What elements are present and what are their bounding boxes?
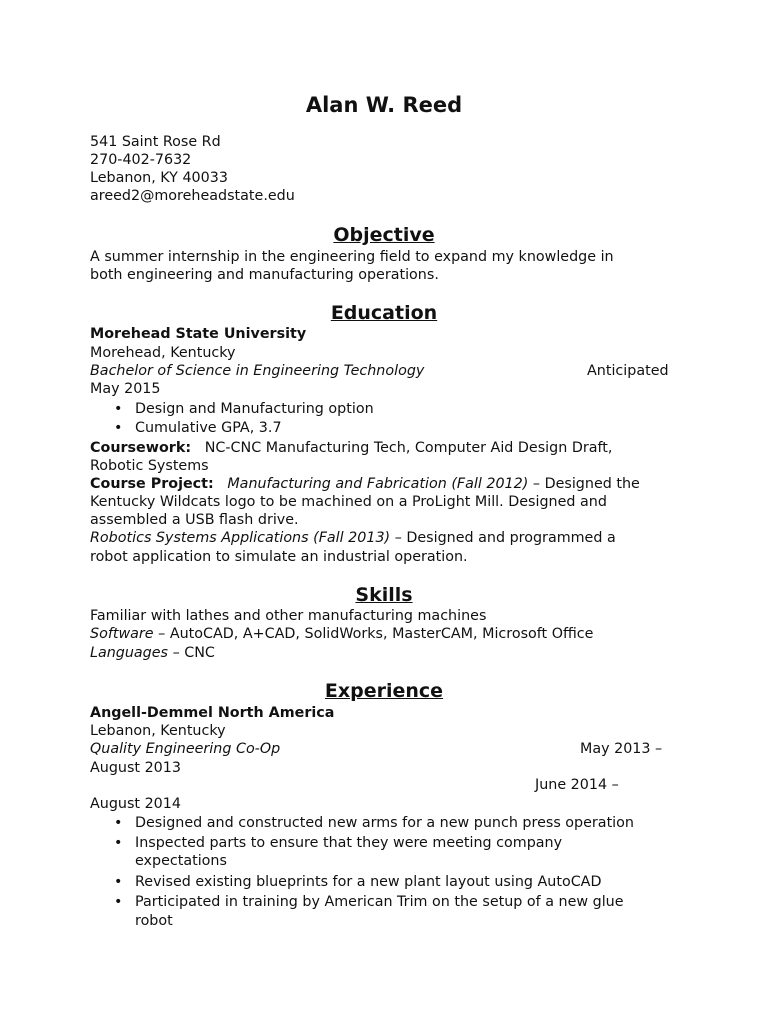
- company-name: Angell-Demmel North America: [90, 705, 335, 721]
- project2-title: Robotics Systems Applications (Fall 2013): [90, 530, 391, 546]
- objective-text-line1: A summer internship in the engineering field to expand my knowledge in: [90, 249, 614, 265]
- project2-line: [90, 529, 616, 547]
- date1-end: August 2013: [90, 760, 181, 776]
- experience-bullet-cont: expectations: [135, 853, 227, 869]
- job-title: Quality Engineering Co-Op: [90, 741, 281, 757]
- languages-text: – CNC: [172, 645, 215, 661]
- date2-start: June 2014 –: [535, 777, 619, 793]
- bullet-icon: •: [114, 894, 123, 910]
- education-heading: Education: [330, 302, 438, 324]
- experience-bullet: Designed and constructed new arms for a new punch press operation: [135, 815, 634, 831]
- phone-number: 270-402-7632: [90, 152, 192, 168]
- school-name: Morehead State University: [90, 326, 307, 342]
- bullet-icon: •: [114, 874, 123, 890]
- coursework-text: NC-CNC Manufacturing Tech, Computer Aid Design Draft,: [204, 440, 613, 456]
- graduation-date: May 2015: [90, 381, 161, 397]
- project1-desc: – Designed the: [532, 476, 640, 492]
- education-bullet: Design and Manufacturing option: [135, 401, 374, 417]
- bullet-icon: •: [114, 835, 123, 851]
- anticipated-label: Anticipated: [587, 363, 669, 379]
- date2-end: August 2014: [90, 796, 181, 812]
- course-project-line: [90, 475, 640, 493]
- experience-bullet: Revised existing blueprints for a new plant layout using AutoCAD: [135, 874, 602, 890]
- experience-bullet: Participated in training by American Trim on the setup of a new glue: [135, 894, 624, 910]
- languages-line: [90, 644, 215, 662]
- software-line: [90, 625, 593, 643]
- project1-line2: Kentucky Wildcats logo to be machined on a ProLight Mill. Designed and: [90, 494, 607, 510]
- school-location: Morehead, Kentucky: [90, 345, 236, 361]
- experience-heading: Experience: [324, 680, 444, 702]
- skills-line1: Familiar with lathes and other manufacturing machines: [90, 608, 487, 624]
- education-bullet: Cumulative GPA, 3.7: [135, 420, 282, 436]
- company-location: Lebanon, Kentucky: [90, 723, 226, 739]
- address-city: Lebanon, KY 40033: [90, 170, 228, 186]
- resume-name: Alan W. Reed: [305, 93, 463, 117]
- coursework-line: [90, 439, 612, 457]
- project1-title: Manufacturing and Fabrication (Fall 2012): [227, 476, 529, 492]
- date1-start: May 2013 –: [580, 741, 663, 757]
- bullet-icon: •: [114, 815, 123, 831]
- email-address: areed2@moreheadstate.edu: [90, 188, 295, 204]
- experience-bullet: Inspected parts to ensure that they were meeting company: [135, 835, 563, 851]
- course-project-label: Course Project:: [90, 476, 214, 492]
- address-street: 541 Saint Rose Rd: [90, 134, 221, 150]
- software-label: Software: [90, 626, 154, 642]
- coursework-label: Coursework:: [90, 440, 192, 456]
- objective-text-line2: both engineering and manufacturing operations.: [90, 267, 439, 283]
- skills-heading: Skills: [355, 584, 413, 606]
- bullet-icon: •: [114, 401, 123, 417]
- project2-line2: robot application to simulate an industrial operation.: [90, 549, 468, 565]
- project2-desc: – Designed and programmed a: [394, 530, 616, 546]
- bullet-icon: •: [114, 420, 123, 436]
- experience-bullet-cont: robot: [135, 913, 173, 929]
- software-text: – AutoCAD, A+CAD, SolidWorks, MasterCAM, Microsoft Office: [158, 626, 594, 642]
- languages-label: Languages: [90, 645, 169, 661]
- objective-heading: Objective: [333, 224, 435, 246]
- project1-line3: assembled a USB flash drive.: [90, 512, 299, 528]
- degree-name: Bachelor of Science in Engineering Technology: [90, 363, 425, 379]
- coursework-text-line2: Robotic Systems: [90, 458, 209, 474]
